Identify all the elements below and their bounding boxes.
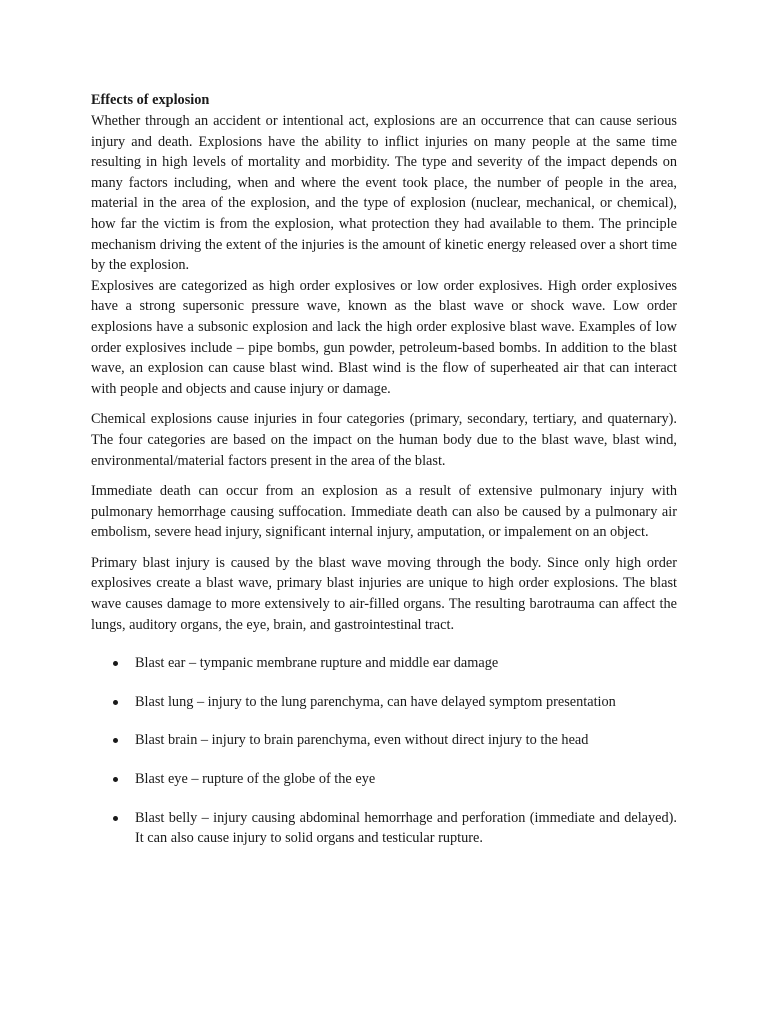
document-page — [91, 90, 677, 867]
list-item — [91, 808, 677, 849]
bullet-icon — [113, 700, 118, 705]
list-item — [91, 692, 677, 713]
paragraph-immediate-death: Immediate death can occur from an explosion as a result of extensive pulmonary injury with pulmonary hemorrhage causing suffocation. Immediate death can also be caused by a pulmonary air embolism, severe head injury, significant internal injury, amputation, or impalement on an object. — [91, 483, 677, 541]
list-item-text: Blast ear – tympanic membrane rupture and middle ear damage — [135, 655, 499, 672]
list-item-text: Blast brain – injury to brain parenchyma, even without direct injury to the head — [135, 732, 589, 749]
bullet-icon — [113, 738, 118, 743]
list-item-text: Blast belly – injury causing abdominal hemorrhage and perforation (immediate and delayed). It can also cause injury to solid organs and testicular rupture. — [135, 809, 677, 847]
document-heading: Effects of explosion — [91, 92, 210, 108]
list-item-text: Blast eye – rupture of the globe of the eye — [135, 771, 376, 788]
bullet-icon — [113, 816, 118, 821]
bullet-icon — [113, 777, 118, 782]
paragraph-primary-blast-injury: Primary blast injury is caused by the blast wave moving through the body. Since only high order explosives create a blast wave, primary blast injuries are unique to high order explosions. The blast wave causes damage to more extensively to air-filled organs. The resulting barotrauma can affect the lungs, auditory organs, the eye, brain, and gastrointestinal tract. — [91, 554, 677, 633]
blast-injury-list — [91, 653, 677, 849]
paragraph-explosive-categories: Explosives are categorized as high order explosives or low order explosives. High order explosives have a strong supersonic pressure wave, known as the blast wave or shock wave. Low order explosions have a subsonic explosion and lack the high order explosive blast wave. Examples of low order explosives include – pipe bombs, gun powder, petroleum-based bombs. In addition to the blast wave, an explosion can cause blast wind. Blast wind is the flow of superheated air that can interact with people and objects and cause injury or damage. — [91, 277, 677, 397]
paragraph-explosion-overview: Whether through an accident or intentional act, explosions are an occurrence that can cause serious injury and death. Explosions have the ability to inflict injuries on many people at the same time resulting in high levels of mortality and morbidity. The type and severity of the impact depends on many factors including, when and where the event took place, the number of people in the area, material in the area of the explosion, and the type of explosion (nuclear, mechanical, or chemical), how far the victim is from the explosion, what protection they had available to them. The principle mechanism driving the extent of the injuries is the amount of kinetic energy released over a short time by the explosion. — [91, 113, 677, 274]
list-item — [91, 730, 677, 751]
list-item-text: Blast lung – injury to the lung parenchyma, can have delayed symptom presentation — [135, 693, 616, 710]
bullet-icon — [113, 661, 118, 666]
list-item — [91, 653, 677, 674]
paragraph-chemical-explosions: Chemical explosions cause injuries in four categories (primary, secondary, tertiary, and quaternary). The four categories are based on the impact on the human body due to the blast wave, blast wind, environmental/material factors present in the area of the blast. — [91, 411, 677, 469]
list-item — [91, 769, 677, 790]
